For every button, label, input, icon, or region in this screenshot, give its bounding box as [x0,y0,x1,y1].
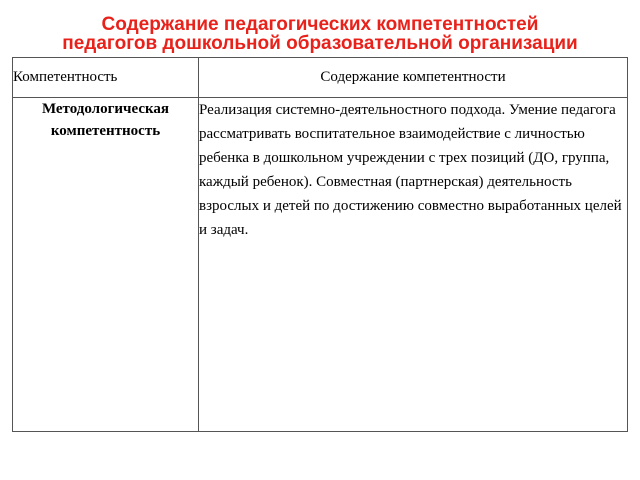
title-line-2: педагогов дошкольной образовательной организации [62,33,578,54]
competence-name-cell [13,98,199,432]
header-competence: Компетентность [13,58,199,98]
table-header-row [13,58,628,98]
header-content: Содержание компетентности [199,58,628,98]
competence-name-line-1: Методологическая [41,101,170,117]
title-line-1: Содержание педагогических компетентностей [101,14,539,35]
table-row [13,98,628,432]
competence-content-cell: Реализация системно-деятельностного подхода. Умение педагога рассматривать воспитательное взаимодействие с личностью ребенка в дошкольном учреждении с трех позиций (ДО, группа, каждый ребенок). Совместная (партнерская) деятельность взрослых и детей по достижению совместно выработанных целей и задач. [199,98,628,432]
competence-table [12,57,628,432]
competence-name-line-2: компетентность [50,123,161,139]
slide-title [0,15,640,53]
